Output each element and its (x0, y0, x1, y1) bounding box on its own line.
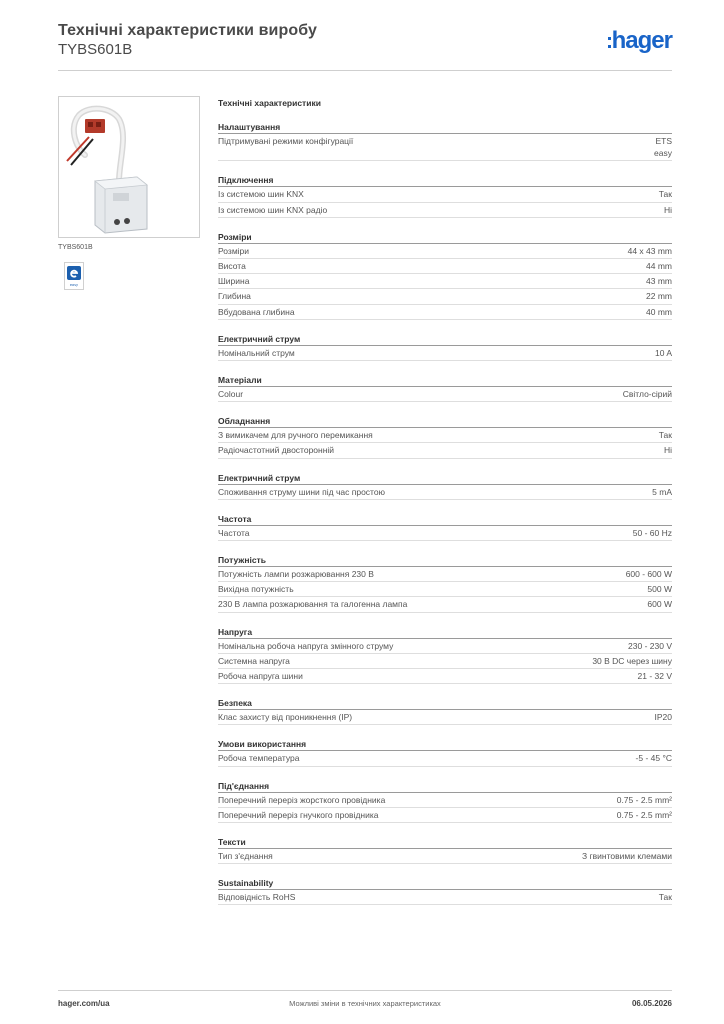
spec-value-line: 0.75 - 2.5 mm² (616, 794, 672, 805)
spec-section-title: Умови використання (218, 733, 672, 751)
spec-value (628, 640, 672, 652)
spec-row (218, 428, 672, 443)
spec-label: Тип з'єднання (218, 851, 273, 862)
spec-value (626, 568, 672, 580)
spec-label: Із системою шин KNX (218, 189, 304, 200)
spec-value-line: Так (658, 430, 672, 441)
spec-label: Із системою шин KNX радіо (218, 204, 328, 215)
spec-row (218, 751, 672, 766)
product-image-caption: TYBS601B (58, 244, 93, 251)
spec-value (647, 583, 672, 595)
spec-value-line: Так (658, 189, 672, 200)
spec-value (633, 527, 672, 539)
spec-label: Глибина (218, 291, 251, 302)
spec-row (218, 305, 672, 320)
spec-section-title: Налаштування (218, 116, 672, 134)
spec-value (659, 429, 672, 441)
spec-section-title: Тексти (218, 831, 672, 849)
spec-section-title: Частота (218, 508, 672, 526)
spec-label: Клас захисту від проникнення (IP) (218, 712, 353, 723)
spec-row (218, 567, 672, 582)
spec-row (218, 274, 672, 289)
spec-value (582, 850, 672, 862)
spec-row (218, 808, 672, 823)
hager-logo (608, 28, 672, 54)
spec-row (218, 187, 672, 202)
spec-value-line: 500 W (647, 584, 672, 595)
spec-value (659, 188, 672, 200)
spec-section (218, 116, 672, 169)
spec-value-line: ETS (655, 136, 672, 146)
spec-section (218, 733, 672, 774)
spec-value (655, 711, 673, 723)
spec-value (646, 290, 672, 302)
spec-row (218, 526, 672, 541)
spec-value (659, 891, 672, 903)
spec-section-title: Потужність (218, 549, 672, 567)
spec-value (664, 204, 672, 216)
spec-value-line: 0.75 - 2.5 mm² (616, 809, 672, 820)
spec-value (646, 260, 672, 272)
spec-label: Номінальний струм (218, 347, 295, 358)
spec-label: Споживання струму шини під час простою (218, 486, 385, 497)
spec-value (646, 306, 672, 318)
spec-label: З вимикачем для ручного перемикання (218, 430, 373, 441)
spec-section (218, 549, 672, 621)
spec-row (218, 244, 672, 259)
footer-disclaimer: Можливі зміни в технічних характеристиках (289, 999, 441, 1008)
product-image (58, 96, 200, 238)
spec-label: Робоча температура (218, 753, 300, 764)
spec-value-line: З гвинтовими клемами (582, 851, 672, 862)
spec-value-line: Так (658, 892, 672, 903)
spec-value (654, 135, 672, 159)
spec-label: Робоча напруга шини (218, 671, 303, 682)
spec-label: Розміри (218, 245, 250, 256)
spec-value (592, 655, 672, 667)
spec-section (218, 328, 672, 369)
spec-row (218, 346, 672, 361)
spec-row (218, 582, 672, 597)
spec-row (218, 443, 672, 458)
spec-section-title: Обладнання (218, 410, 672, 428)
specification-sections (218, 116, 672, 913)
document-title: Технічні характеристики виробу (58, 22, 317, 39)
spec-row (218, 669, 672, 684)
footer-website: hager.com/ua (58, 999, 110, 1008)
spec-section (218, 369, 672, 410)
spec-section-title: Електричний струм (218, 328, 672, 346)
spec-section (218, 169, 672, 225)
spec-section (218, 467, 672, 508)
logo-dots-icon (608, 37, 611, 48)
product-illustration-icon (59, 97, 199, 237)
spec-row (218, 597, 672, 612)
product-model: TYBS601B (58, 41, 133, 58)
spec-section (218, 226, 672, 328)
spec-value (647, 598, 672, 610)
spec-value-line: 22 mm (646, 291, 672, 302)
spec-section (218, 831, 672, 872)
spec-section (218, 621, 672, 693)
spec-row (218, 710, 672, 725)
spec-section-title: Sustainability (218, 872, 672, 890)
spec-value (646, 275, 672, 287)
spec-value-line: 600 - 600 W (625, 569, 672, 580)
spec-label: Підтримувані режими конфігурації (218, 136, 354, 146)
spec-row (218, 259, 672, 274)
page-header (58, 22, 672, 71)
spec-row (218, 289, 672, 304)
spec-value (636, 752, 672, 764)
spec-row (218, 654, 672, 669)
spec-label: Вихідна потужність (218, 584, 294, 595)
spec-value-line: easy (654, 148, 672, 159)
spec-value (638, 670, 673, 682)
spec-section-title: Безпека (218, 692, 672, 710)
spec-row (218, 485, 672, 500)
easy-logo-icon (65, 263, 83, 289)
spec-label: 230 В лампа розжарювання та галогенна лампа (218, 599, 408, 610)
spec-value-line: IP20 (654, 712, 672, 723)
spec-row (218, 134, 672, 161)
spec-value (652, 486, 672, 498)
spec-section (218, 410, 672, 466)
spec-value (664, 444, 672, 456)
spec-row (218, 890, 672, 905)
page-footer (58, 990, 672, 1015)
spec-row (218, 639, 672, 654)
spec-row (218, 387, 672, 402)
spec-section (218, 872, 672, 913)
spec-value-line: 230 - 230 V (628, 640, 672, 651)
spec-value-line: 44 mm (646, 261, 672, 272)
spec-value-line: 5 mA (652, 486, 672, 497)
spec-section-title: Під'єднання (218, 775, 672, 793)
spec-value-line: Ні (663, 204, 672, 215)
spec-label: Вбудована глибина (218, 306, 295, 317)
spec-label: Номінальна робоча напруга змінного струму (218, 640, 394, 651)
spec-value (617, 794, 672, 806)
spec-label: Colour (218, 389, 244, 400)
logo-text: hager (611, 27, 672, 54)
spec-value-line: 10 A (654, 347, 672, 358)
spec-row (218, 793, 672, 808)
spec-label: Радіочастотний двосторонній (218, 445, 335, 456)
spec-value-line: 30 В DC через шину (592, 655, 672, 666)
spec-value-line: Світло-сірий (622, 389, 672, 400)
spec-label: Системна напруга (218, 655, 290, 666)
spec-label: Відповідність RoHS (218, 892, 296, 903)
ets-easy-badge (64, 262, 84, 290)
spec-section (218, 508, 672, 549)
spec-value-line: -5 - 45 °C (635, 753, 672, 764)
spec-section-title: Розміри (218, 226, 672, 244)
spec-value-line: 21 - 32 V (637, 671, 672, 682)
spec-row (218, 203, 672, 218)
spec-row (218, 849, 672, 864)
spec-value-line: 40 mm (646, 306, 672, 317)
spec-value-line: 44 x 43 mm (627, 245, 672, 256)
specifications-title: Технічні характеристики (218, 98, 321, 108)
spec-label: Ширина (218, 276, 250, 287)
spec-label: Висота (218, 261, 246, 272)
spec-value-line: 600 W (647, 599, 672, 610)
spec-value (655, 347, 672, 359)
spec-value (628, 245, 672, 257)
spec-section (218, 692, 672, 733)
spec-label: Частота (218, 527, 250, 538)
spec-section-title: Напруга (218, 621, 672, 639)
footer-date: 06.05.2026 (631, 999, 672, 1008)
spec-section-title: Електричний струм (218, 467, 672, 485)
spec-section-title: Матеріали (218, 369, 672, 387)
spec-section (218, 775, 672, 831)
spec-value-line: 43 mm (646, 276, 672, 287)
spec-label: Потужність лампи розжарювання 230 В (218, 569, 374, 580)
spec-value (623, 388, 672, 400)
spec-label: Поперечний переріз жорсткого провідника (218, 794, 386, 805)
specifications-table (218, 96, 672, 913)
easy-badge-text: easy (69, 283, 79, 287)
spec-value-line: 50 - 60 Hz (632, 527, 672, 538)
spec-section-title: Підключення (218, 169, 672, 187)
spec-value-line: Ні (663, 445, 672, 456)
spec-label: Поперечний переріз гнучкого провідника (218, 809, 379, 820)
spec-value (617, 809, 672, 821)
